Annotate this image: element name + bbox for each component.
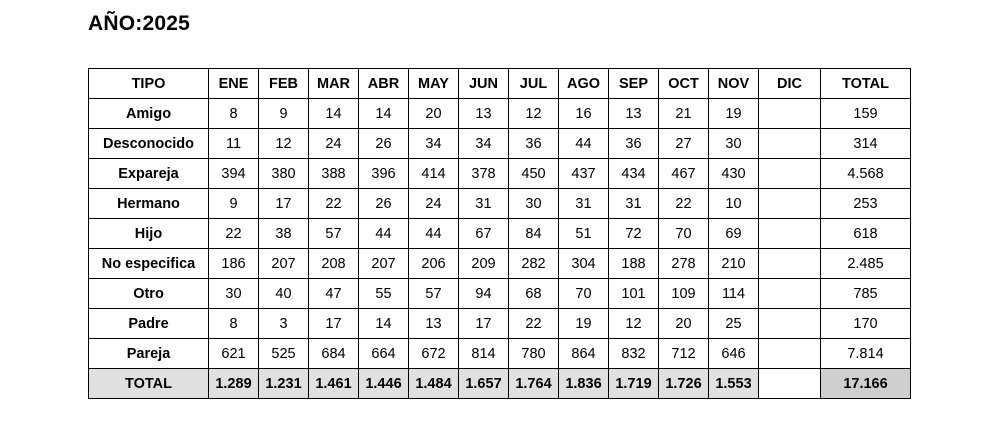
column-header-mar: MAR [309,69,359,99]
column-header-nov: NOV [709,69,759,99]
cell: 207 [359,249,409,279]
page-title: AÑO:2025 [88,12,190,35]
cell: 68 [509,279,559,309]
cell: 20 [409,99,459,129]
cell: 646 [709,339,759,369]
cell-total: 2.485 [821,249,911,279]
row-label: Hijo [89,219,209,249]
total-cell-dic [759,369,821,399]
row-label: Expareja [89,159,209,189]
cell: 26 [359,129,409,159]
cell: 34 [409,129,459,159]
column-header-feb: FEB [259,69,309,99]
cell: 430 [709,159,759,189]
cell: 67 [459,219,509,249]
cell: 19 [559,309,609,339]
cell: 13 [459,99,509,129]
cell: 814 [459,339,509,369]
cell: 282 [509,249,559,279]
cell: 17 [309,309,359,339]
column-header-jul: JUL [509,69,559,99]
cell: 109 [659,279,709,309]
row-label: Padre [89,309,209,339]
cell: 114 [709,279,759,309]
cell-dic [759,309,821,339]
cell: 69 [709,219,759,249]
cell: 24 [309,129,359,159]
cell: 16 [559,99,609,129]
cell: 13 [609,99,659,129]
row-label: Pareja [89,339,209,369]
table-row [89,219,911,249]
column-header-jun: JUN [459,69,509,99]
total-cell: 1.836 [559,369,609,399]
cell-dic [759,219,821,249]
cell: 22 [309,189,359,219]
cell: 101 [609,279,659,309]
cell: 26 [359,189,409,219]
column-header-tipo: TIPO [89,69,209,99]
cell: 864 [559,339,609,369]
cell-total: 170 [821,309,911,339]
cell: 780 [509,339,559,369]
cell: 3 [259,309,309,339]
grand-total-cell: 17.166 [821,369,911,399]
cell-dic [759,129,821,159]
total-cell: 1.289 [209,369,259,399]
cell-dic [759,339,821,369]
cell: 206 [409,249,459,279]
total-cell: 1.446 [359,369,409,399]
cell: 14 [359,99,409,129]
cell: 684 [309,339,359,369]
cell: 27 [659,129,709,159]
cell: 388 [309,159,359,189]
cell-total: 253 [821,189,911,219]
cell: 30 [509,189,559,219]
total-cell: 1.461 [309,369,359,399]
cell: 44 [359,219,409,249]
cell: 47 [309,279,359,309]
cell: 36 [509,129,559,159]
cell: 437 [559,159,609,189]
total-cell: 1.657 [459,369,509,399]
cell: 22 [209,219,259,249]
table-header-row [89,69,911,99]
cell: 30 [209,279,259,309]
cell-total: 785 [821,279,911,309]
cell: 34 [459,129,509,159]
cell: 396 [359,159,409,189]
cell: 8 [209,309,259,339]
table-row [89,309,911,339]
cell: 10 [709,189,759,219]
table-row [89,189,911,219]
cell-dic [759,99,821,129]
cell: 207 [259,249,309,279]
row-label: No especifica [89,249,209,279]
cell: 186 [209,249,259,279]
cell: 57 [309,219,359,249]
cell-dic [759,159,821,189]
cell: 22 [509,309,559,339]
cell: 414 [409,159,459,189]
cell: 208 [309,249,359,279]
cell: 14 [309,99,359,129]
cell: 712 [659,339,709,369]
cell-total: 159 [821,99,911,129]
cell: 57 [409,279,459,309]
cell: 525 [259,339,309,369]
data-table-container [88,68,911,399]
cell: 25 [709,309,759,339]
cell: 8 [209,99,259,129]
cell-dic [759,189,821,219]
cell: 40 [259,279,309,309]
cell: 394 [209,159,259,189]
cell: 70 [559,279,609,309]
cell: 621 [209,339,259,369]
cell: 9 [209,189,259,219]
cell: 72 [609,219,659,249]
column-header-dic: DIC [759,69,821,99]
cell: 672 [409,339,459,369]
cell-total: 4.568 [821,159,911,189]
cell: 9 [259,99,309,129]
cell: 188 [609,249,659,279]
row-label: Desconocido [89,129,209,159]
table-row [89,129,911,159]
cell: 70 [659,219,709,249]
total-cell: 1.231 [259,369,309,399]
cell: 44 [409,219,459,249]
cell: 14 [359,309,409,339]
total-cell: 1.764 [509,369,559,399]
cell: 31 [559,189,609,219]
cell: 832 [609,339,659,369]
monthly-counts-table [88,68,911,399]
cell: 278 [659,249,709,279]
cell: 44 [559,129,609,159]
table-total-row [89,369,911,399]
table-row [89,339,911,369]
cell: 12 [609,309,659,339]
cell: 209 [459,249,509,279]
table-row [89,99,911,129]
cell: 22 [659,189,709,219]
cell: 31 [609,189,659,219]
cell: 17 [259,189,309,219]
cell-dic [759,279,821,309]
row-label: Hermano [89,189,209,219]
cell: 36 [609,129,659,159]
table-row [89,279,911,309]
cell: 38 [259,219,309,249]
cell: 664 [359,339,409,369]
column-header-sep: SEP [609,69,659,99]
total-row-label: TOTAL [89,369,209,399]
cell: 51 [559,219,609,249]
total-cell: 1.726 [659,369,709,399]
cell: 467 [659,159,709,189]
column-header-ago: AGO [559,69,609,99]
cell: 17 [459,309,509,339]
column-header-total: TOTAL [821,69,911,99]
cell: 378 [459,159,509,189]
cell: 21 [659,99,709,129]
cell: 30 [709,129,759,159]
total-cell: 1.719 [609,369,659,399]
cell: 380 [259,159,309,189]
cell: 84 [509,219,559,249]
cell: 13 [409,309,459,339]
total-cell: 1.484 [409,369,459,399]
cell: 24 [409,189,459,219]
cell-total: 618 [821,219,911,249]
cell: 210 [709,249,759,279]
cell: 12 [259,129,309,159]
total-cell: 1.553 [709,369,759,399]
cell: 19 [709,99,759,129]
cell: 304 [559,249,609,279]
cell: 31 [459,189,509,219]
column-header-abr: ABR [359,69,409,99]
cell-dic [759,249,821,279]
table-row [89,159,911,189]
table-row [89,249,911,279]
row-label: Otro [89,279,209,309]
column-header-oct: OCT [659,69,709,99]
cell: 12 [509,99,559,129]
cell: 20 [659,309,709,339]
column-header-ene: ENE [209,69,259,99]
cell: 55 [359,279,409,309]
cell-total: 314 [821,129,911,159]
cell: 450 [509,159,559,189]
cell: 94 [459,279,509,309]
cell-total: 7.814 [821,339,911,369]
cell: 434 [609,159,659,189]
cell: 11 [209,129,259,159]
column-header-may: MAY [409,69,459,99]
row-label: Amigo [89,99,209,129]
